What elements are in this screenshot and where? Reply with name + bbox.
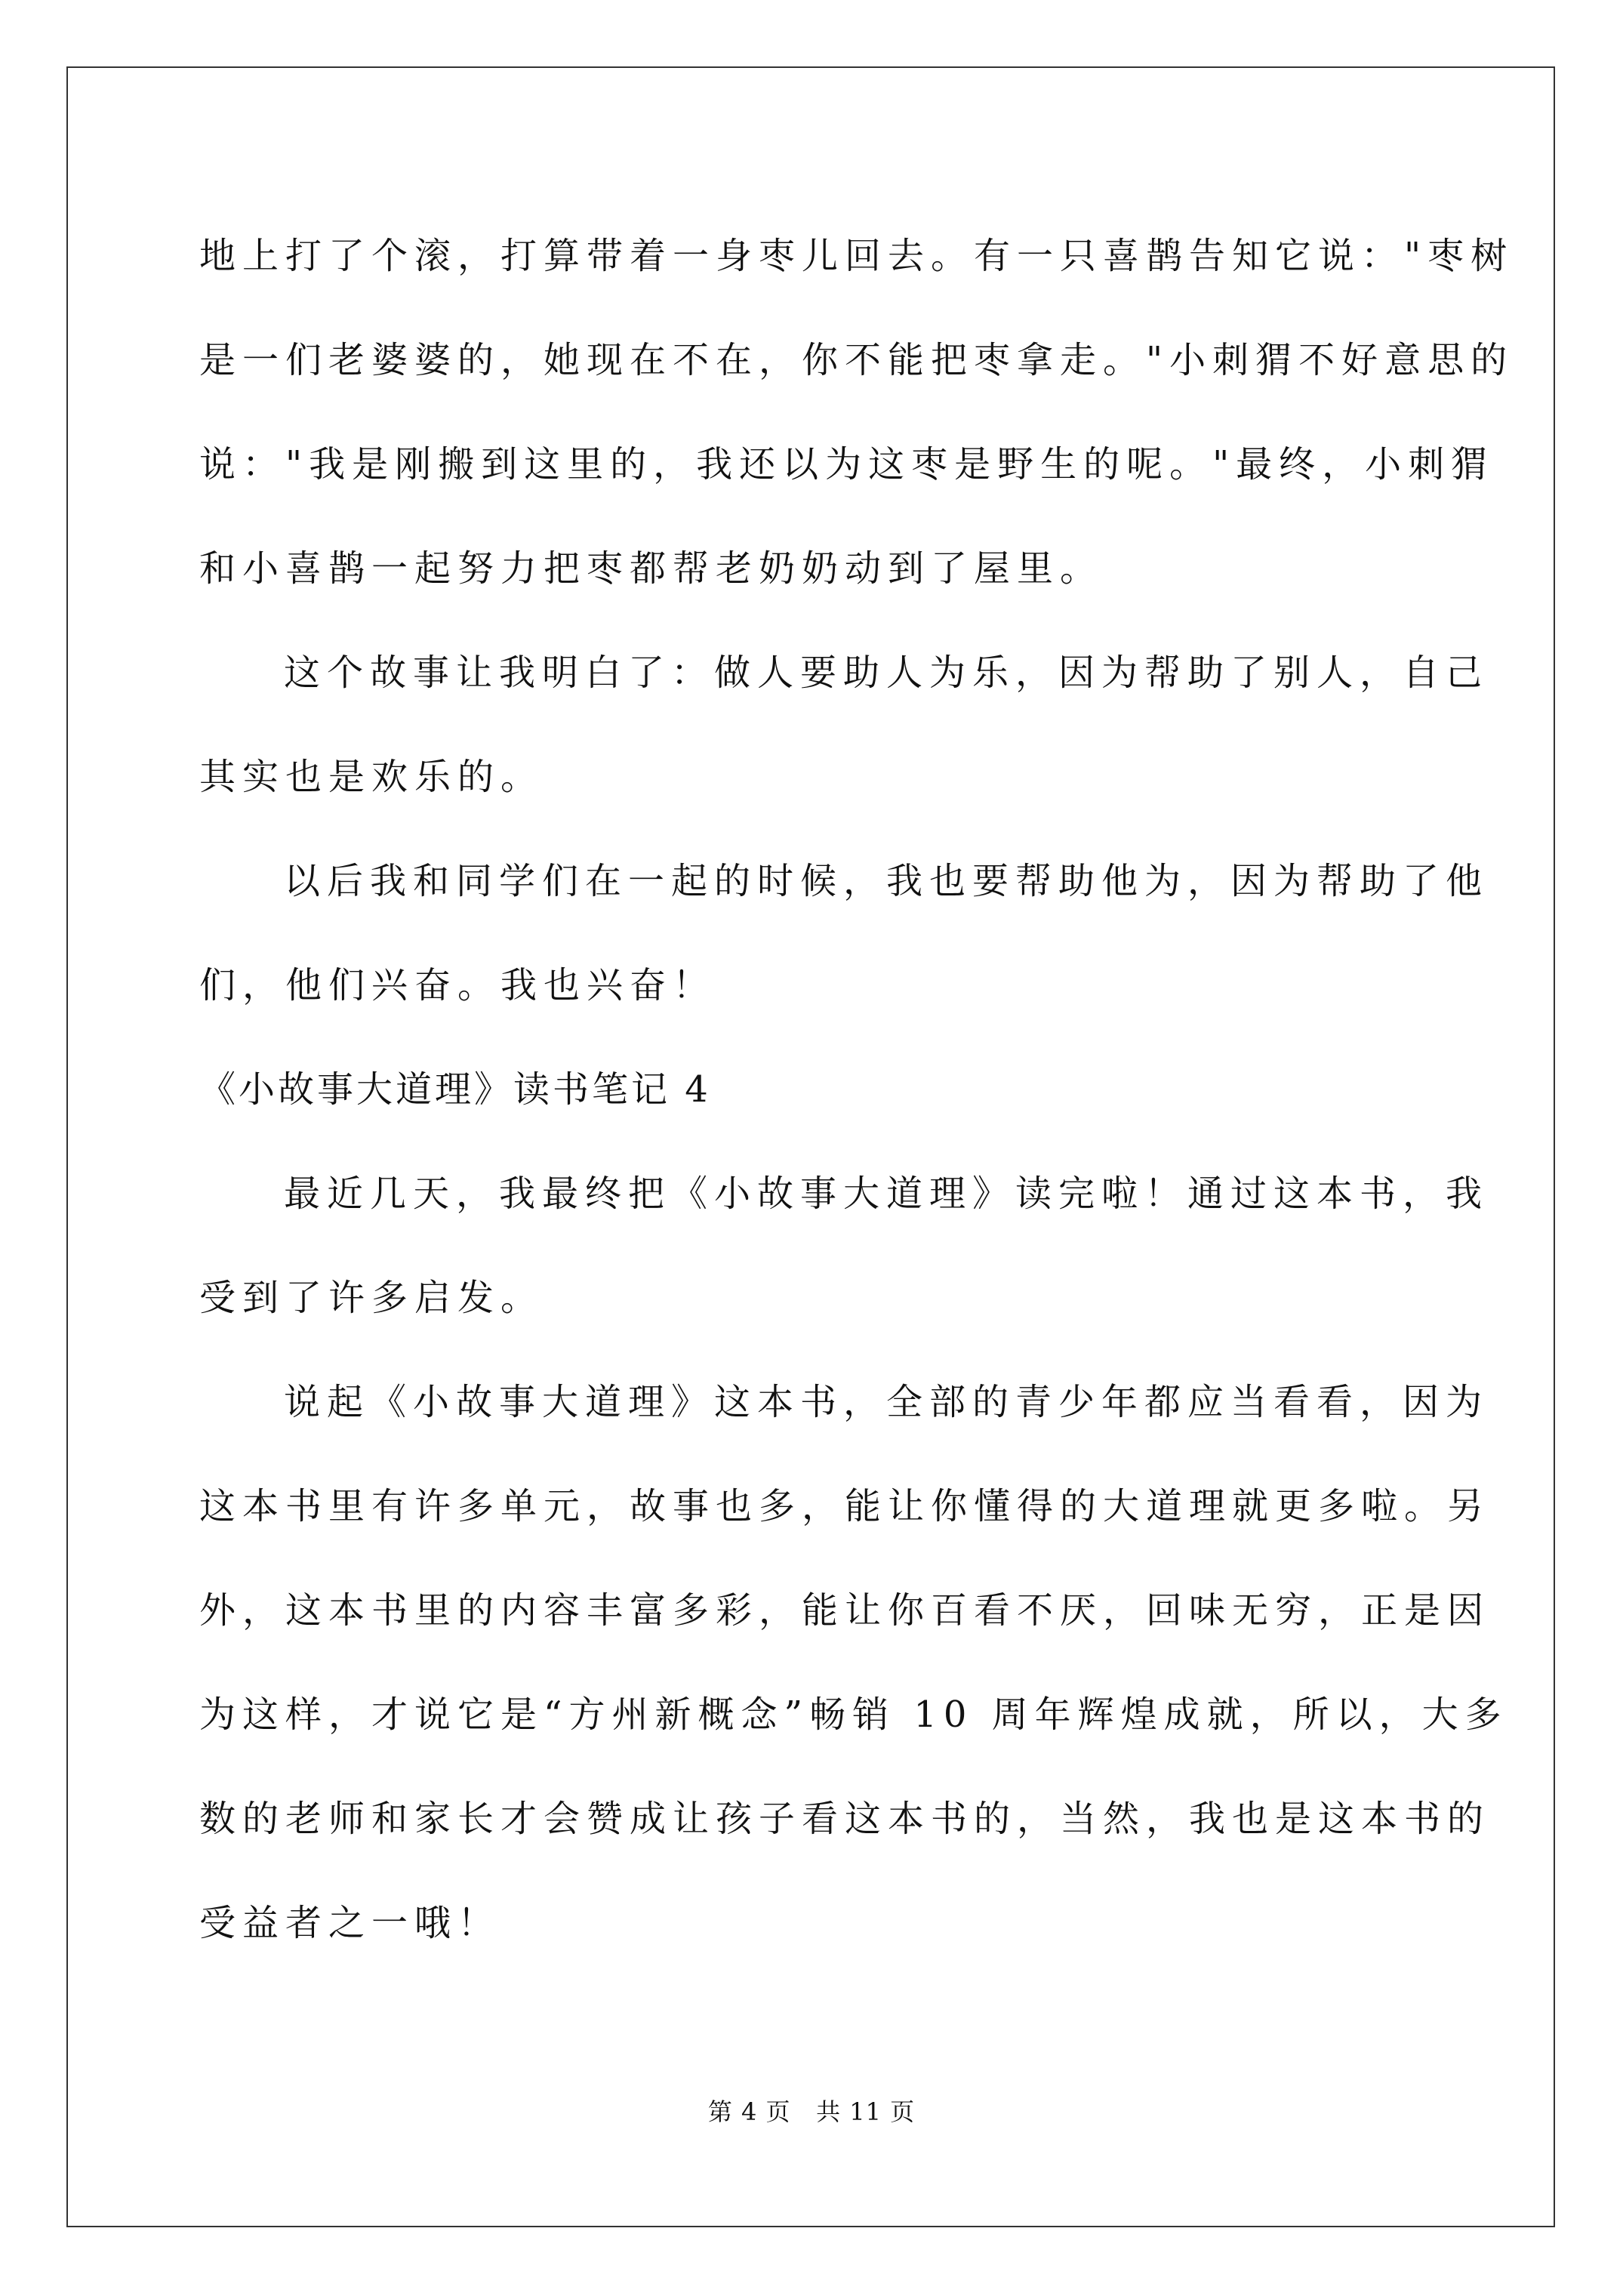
resolution-paragraph-line-1: 以后我和同学们在一起的时候，我也要帮助他为，因为帮助了他 — [284, 860, 1489, 902]
review-paragraph-line-3: 外，这本书里的内容丰富多彩，能让你百看不厌，回味无穷，正是因 — [199, 1589, 1491, 1632]
review-paragraph-line-5: 数的老师和家长才会赞成让孩子看这本书的，当然，我也是这本书的 — [199, 1798, 1491, 1840]
review-paragraph-line-1: 说起《小故事大道理》这本书，全部的青少年都应当看看，因为 — [284, 1381, 1489, 1423]
lesson-paragraph-line-1: 这个故事让我明白了：做人要助人为乐，因为帮助了别人，自己 — [284, 652, 1489, 694]
resolution-paragraph-line-2: 们，他们兴奋。我也兴奋！ — [199, 964, 716, 1006]
story-line-2: 是一们老婆婆的，她现在不在，你不能把枣拿走。"小刺猬不好意思的 — [199, 339, 1514, 381]
story-line-4: 和小喜鹊一起努力把枣都帮老奶奶动到了屋里。 — [199, 547, 1104, 590]
page-number-footer: 第 4 页 共 11 页 — [707, 2097, 916, 2126]
intro-paragraph-line-1: 最近几天，我最终把《小故事大道理》读完啦！通过这本书，我 — [284, 1173, 1489, 1215]
story-line-1: 地上打了个滚，打算带着一身枣儿回去。有一只喜鹊告知它说："枣树 — [199, 235, 1514, 277]
section-heading: 《小故事大道理》读书笔记 4 — [199, 1068, 711, 1111]
review-paragraph-line-2: 这本书里有许多单元，故事也多，能让你懂得的大道理就更多啦。另 — [199, 1485, 1491, 1527]
review-paragraph-line-6: 受益者之一哦！ — [199, 1902, 501, 1944]
lesson-paragraph-line-2: 其实也是欢乐的。 — [199, 756, 544, 798]
intro-paragraph-line-2: 受到了许多启发。 — [199, 1277, 544, 1319]
document-body — [199, 204, 1514, 1975]
review-paragraph-line-4: 为这样，才说它是“方州新概念”畅销 10 周年辉煌成就，所以，大多 — [199, 1693, 1508, 1736]
story-line-3: 说："我是刚搬到这里的，我还以为这枣是野生的呢。"最终，小刺猬 — [199, 443, 1495, 485]
